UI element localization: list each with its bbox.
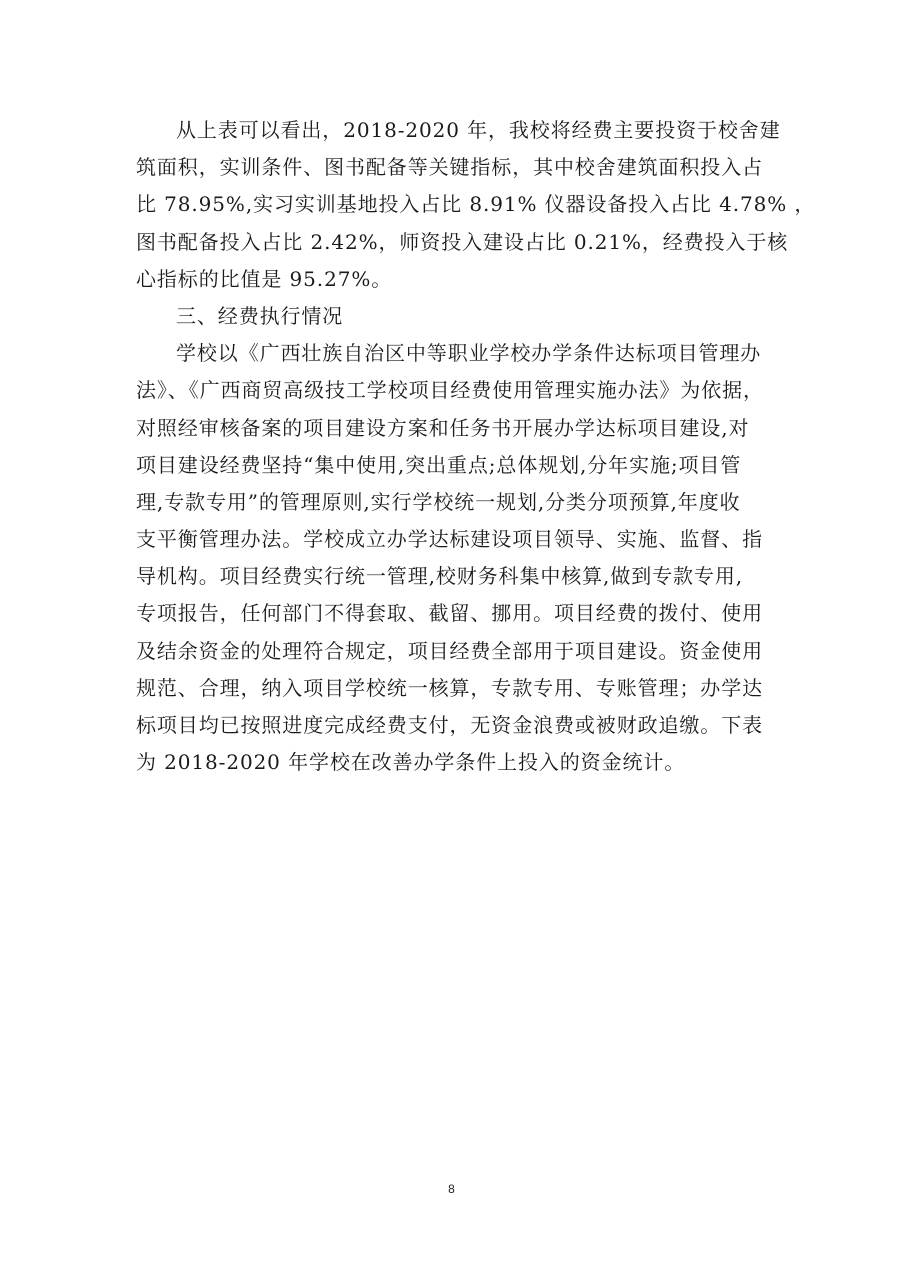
text-line: 及结余资金的处理符合规定，项目经费全部用于项目建设。资金使用 bbox=[136, 638, 763, 663]
text-line: 为 2018-2020 年学校在改善办学条件上投入的资金统计。 bbox=[136, 750, 686, 775]
text-line: 支平衡管理办法。学校成立办学达标建设项目领导、实施、监督、指 bbox=[136, 527, 763, 552]
text-line: 理,专款专用”的管理原则,实行学校统一规划,分类分项预算,年度收 bbox=[136, 489, 741, 514]
text-line: 从上表可以看出，2018-2020 年，我校将经费主要投资于校舍建 bbox=[176, 118, 781, 142]
text-line: 筑面积，实训条件、图书配备等关键指标，其中校舍建筑面积投入占 bbox=[136, 155, 763, 180]
text-line: 学校以《广西壮族自治区中等职业学校办学条件达标项目管理办 bbox=[176, 341, 762, 366]
text-line: 规范、合理，纳入项目学校统一核算，专款专用、专账管理；办学达 bbox=[136, 675, 763, 700]
text-line: 对照经审核备案的项目建设方案和任务书开展办学达标项目建设,对 bbox=[136, 415, 750, 440]
text-line: 法》、《广西商贸高级技工学校项目经费使用管理实施办法》为依据， bbox=[136, 378, 764, 403]
text-line: 比 78.95%,实习实训基地投入占比 8.91% 仪器设备投入占比 4.78% ， bbox=[136, 192, 816, 217]
text-line: 图书配备投入占比 2.42%，师资投入建设占比 0.21%，经费投入于核 bbox=[136, 229, 789, 254]
text-line: 心指标的比值是 95.27%。 bbox=[136, 266, 393, 291]
text-line: 项目建设经费坚持“集中使用,突出重点;总体规划,分年实施;项目管 bbox=[136, 452, 742, 477]
paragraph-investment-summary bbox=[136, 112, 816, 298]
paragraph-fund-execution bbox=[136, 335, 776, 781]
text-line: 标项目均已按照进度完成经费支付，无资金浪费或被财政追缴。下表 bbox=[136, 713, 763, 737]
page-number: 8 bbox=[448, 1182, 455, 1196]
text-line: 专项报告，任何部门不得套取、截留、挪用。项目经费的拨付、使用 bbox=[136, 601, 763, 626]
text-line: 导机构。项目经费实行统一管理,校财务科集中核算,做到专款专用, bbox=[136, 564, 743, 589]
section-heading: 三、经费执行情况 bbox=[176, 303, 344, 328]
document-body bbox=[136, 112, 816, 781]
